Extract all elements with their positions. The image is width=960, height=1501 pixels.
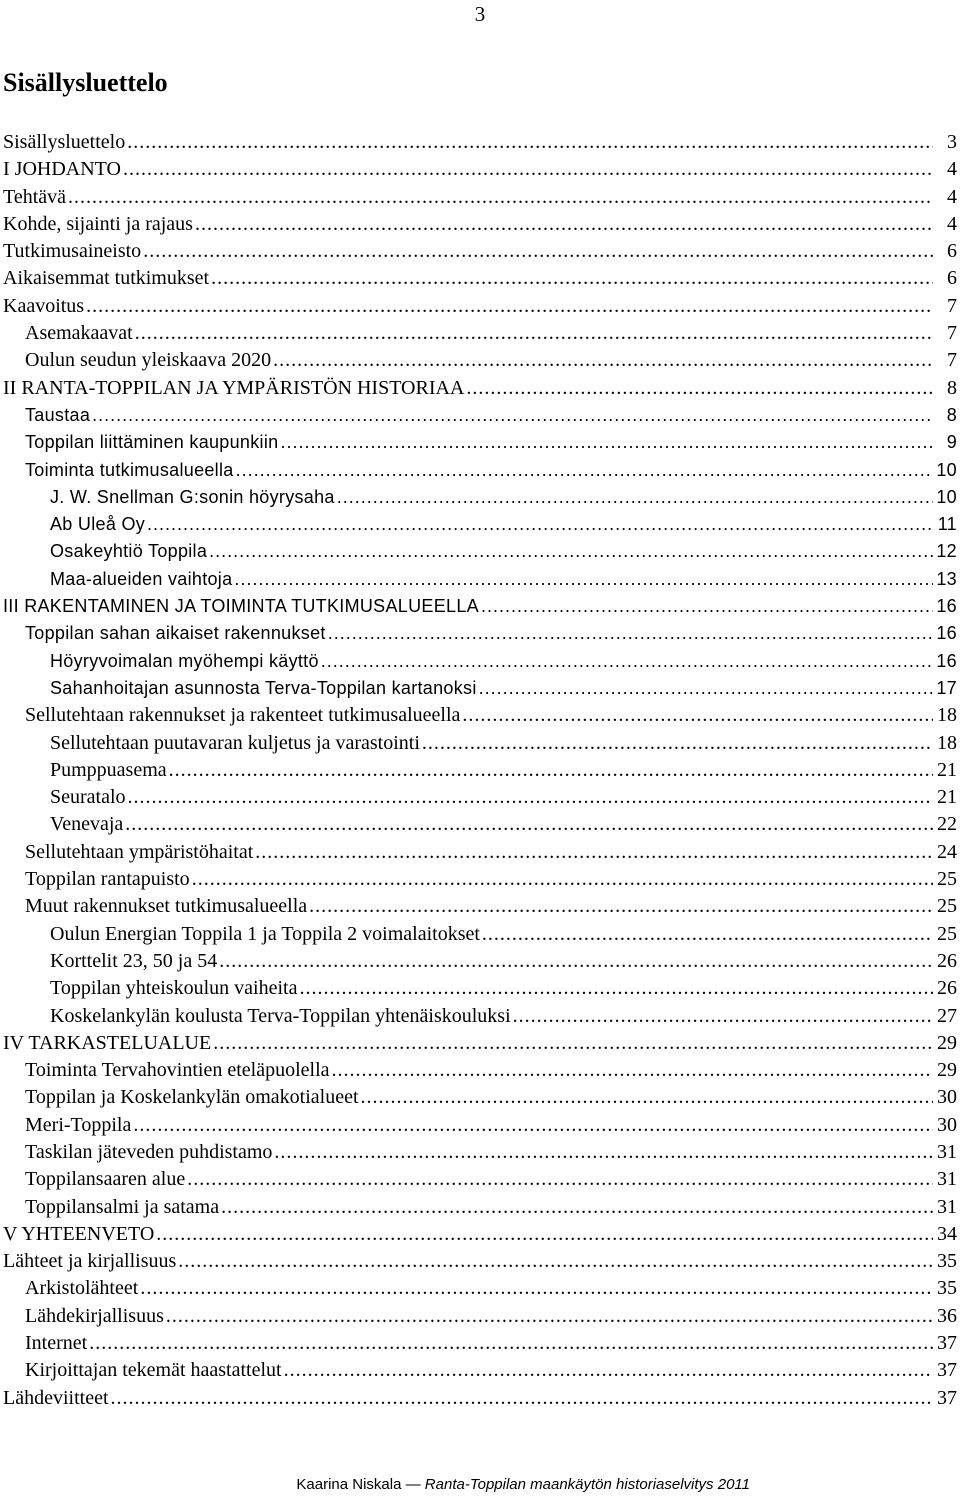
toc-entry-label: Muut rakennukset tutkimusalueella: [25, 895, 308, 918]
toc-dot-leader: [143, 238, 933, 265]
toc-entry-label: Toppilan ja Koskelankylän omakotialueet: [25, 1086, 359, 1109]
toc-entry-page-number: 9: [946, 432, 957, 453]
toc-dot-leader: [123, 156, 933, 183]
toc-dot-leader: [328, 620, 933, 647]
toc-entry-label: Tutkimusaineisto: [3, 240, 142, 263]
toc-dot-leader: [209, 538, 933, 565]
toc-entry-label: Asemakaavat: [25, 322, 133, 345]
toc-entry[interactable]: [3, 839, 957, 866]
toc-entry-label: J. W. Snellman G:sonin höyrysaha: [50, 486, 335, 507]
page-title: Sisällysluettelo: [3, 68, 168, 97]
toc-entry[interactable]: [3, 320, 957, 347]
toc-entry-label: Pumppuasema: [50, 758, 167, 781]
page-footer: [0, 1476, 960, 1493]
toc-entry-page-number: 18: [937, 704, 957, 727]
toc-dot-leader: [187, 1166, 933, 1193]
toc-dot-leader: [111, 1385, 933, 1412]
toc-entry-page-number: 37: [937, 1332, 957, 1355]
toc-entry-label: Toppilan rantapuisto: [25, 868, 190, 891]
toc-entry-page-number: 12: [936, 541, 957, 562]
toc-entry-page-number: 31: [937, 1140, 957, 1163]
toc-entry-label: Sellutehtaan puutavaran kuljetus ja varastointi: [50, 731, 420, 754]
toc-dot-leader: [68, 184, 933, 211]
toc-entry[interactable]: [3, 702, 957, 729]
toc-entry-label: Toppilan sahan aikaiset rakennukset: [25, 623, 326, 644]
toc-entry[interactable]: [3, 293, 957, 320]
toc-entry-label: Maa-alueiden vaihtoja: [50, 568, 233, 589]
toc-entry-page-number: 35: [937, 1277, 957, 1300]
toc-dot-leader: [482, 921, 933, 948]
toc-entry[interactable]: [3, 156, 957, 183]
toc-entry[interactable]: [3, 1084, 957, 1111]
toc-dot-leader: [211, 265, 933, 292]
toc-entry[interactable]: [3, 375, 957, 402]
toc-entry-label: Toppilan liittäminen kaupunkiin: [25, 432, 279, 453]
toc-entry[interactable]: [3, 784, 957, 811]
toc-entry[interactable]: [3, 1112, 957, 1139]
toc-entry[interactable]: [3, 811, 957, 838]
toc-entry[interactable]: [3, 921, 957, 948]
toc-entry-page-number: 4: [947, 212, 957, 235]
toc-dot-leader: [479, 675, 933, 702]
toc-entry-label: Toppilansalmi ja satama: [25, 1195, 220, 1218]
toc-entry[interactable]: [3, 238, 957, 265]
toc-entry-page-number: 26: [937, 977, 957, 1000]
toc-entry-label: Osakeyhtiö Toppila: [50, 541, 208, 562]
toc-entry-label: Internet: [25, 1332, 88, 1355]
toc-entry-label: Sellutehtaan rakennukset ja rakenteet tutkimusalueella: [25, 704, 461, 727]
toc-dot-leader: [361, 1084, 933, 1111]
toc-entry-label: Aikaisemmat tutkimukset: [3, 267, 210, 290]
toc-dot-leader: [133, 1112, 933, 1139]
toc-entry-label: Lähteet ja kirjallisuus: [3, 1250, 177, 1273]
toc-dot-leader: [284, 1357, 933, 1384]
toc-entry-page-number: 22: [937, 813, 957, 836]
toc-entry-page-number: 34: [937, 1222, 957, 1245]
toc-entry[interactable]: [3, 347, 957, 374]
toc-entry-label: Venevaja: [50, 813, 124, 836]
toc-entry[interactable]: [3, 1248, 957, 1275]
toc-dot-leader: [213, 1030, 933, 1057]
toc-entry-page-number: 25: [937, 868, 957, 891]
footer-separator: —: [405, 1476, 421, 1493]
page-number: 3: [474, 2, 486, 26]
footer-author: Kaarina Niskala: [296, 1476, 402, 1493]
toc-entry-page-number: 10: [936, 459, 957, 480]
toc-entry-label: I JOHDANTO: [3, 158, 121, 181]
toc-dot-leader: [166, 1303, 933, 1330]
toc-dot-leader: [299, 975, 933, 1002]
toc-entry[interactable]: [3, 948, 957, 975]
toc-dot-leader: [147, 511, 933, 538]
toc-entry-page-number: 31: [937, 1168, 957, 1191]
toc-dot-leader: [309, 893, 933, 920]
toc-entry[interactable]: [3, 648, 957, 675]
toc-entry-page-number: 27: [937, 1004, 957, 1027]
toc-entry[interactable]: [3, 1330, 957, 1357]
toc-entry[interactable]: [3, 566, 957, 593]
toc-entry-page-number: 8: [946, 404, 957, 425]
toc-entry[interactable]: [3, 1057, 957, 1084]
toc-entry-page-number: 30: [937, 1113, 957, 1136]
toc-entry-page-number: 21: [937, 786, 957, 809]
toc-entry-label: Lähdekirjallisuus: [25, 1304, 164, 1327]
toc-entry[interactable]: [3, 1003, 957, 1030]
toc-entry-label: Seuratalo: [50, 786, 126, 809]
toc-entry[interactable]: [3, 593, 957, 620]
toc-entry-label: Toppilansaaren alue: [25, 1168, 186, 1191]
toc-entry[interactable]: [3, 265, 957, 292]
toc-entry[interactable]: [3, 675, 957, 702]
footer-document-title: Ranta-Toppilan maankäytön historiaselvitys 2011: [424, 1476, 750, 1493]
toc-entry-label: Koskelankylän koulusta Terva-Toppilan yhtenäiskouluksi: [50, 1004, 511, 1027]
toc-entry-label: Lähdeviitteet: [3, 1386, 109, 1409]
toc-dot-leader: [127, 129, 933, 156]
toc-entry[interactable]: [3, 730, 957, 757]
toc-dot-leader: [125, 811, 933, 838]
toc-entry-label: Taustaa: [25, 404, 91, 425]
toc-entry-label: V YHTEENVETO: [3, 1222, 155, 1245]
toc-entry[interactable]: [3, 1221, 957, 1248]
toc-entry[interactable]: [3, 1166, 957, 1193]
toc-entry-page-number: 13: [936, 568, 957, 589]
toc-entry-page-number: 18: [937, 731, 957, 754]
toc-dot-leader: [321, 648, 933, 675]
toc-entry-page-number: 10: [936, 486, 957, 507]
toc-entry-page-number: 26: [937, 949, 957, 972]
toc-entry-page-number: 17: [936, 677, 957, 698]
toc-dot-leader: [481, 593, 933, 620]
toc-entry[interactable]: [3, 1030, 957, 1057]
toc-dot-leader: [219, 948, 933, 975]
toc-entry[interactable]: [3, 211, 957, 238]
toc-entry-page-number: 31: [937, 1195, 957, 1218]
toc-dot-leader: [422, 730, 933, 757]
toc-entry[interactable]: [3, 1357, 957, 1384]
toc-entry[interactable]: [3, 129, 957, 156]
toc-dot-leader: [466, 375, 933, 402]
toc-entry-label: II RANTA-TOPPILAN JA YMPÄRISTÖN HISTORIAA: [3, 376, 465, 399]
toc-entry-page-number: 35: [937, 1250, 957, 1273]
toc-dot-leader: [236, 457, 933, 484]
toc-dot-leader: [513, 1003, 933, 1030]
toc-dot-leader: [140, 1275, 933, 1302]
toc-entry-label: Ab Uleå Oy: [50, 514, 146, 535]
toc-entry-label: Toppilan yhteiskoulun vaiheita: [50, 977, 298, 1000]
toc-entry-page-number: 3: [947, 131, 957, 153]
toc-entry-label: Kaavoitus: [3, 294, 85, 317]
toc-dot-leader: [221, 1194, 933, 1221]
toc-entry[interactable]: [3, 457, 957, 484]
toc-entry[interactable]: [3, 975, 957, 1002]
toc-entry-label: Meri-Toppila: [25, 1113, 132, 1136]
toc-entry-page-number: 7: [947, 294, 957, 317]
toc-entry-label: Oulun seudun yleiskaava 2020: [25, 349, 272, 372]
toc-dot-leader: [156, 1221, 933, 1248]
toc-entry[interactable]: [3, 511, 957, 538]
toc-dot-leader: [234, 566, 933, 593]
toc-entry[interactable]: [3, 429, 957, 456]
toc-entry-page-number: 29: [937, 1031, 957, 1054]
toc-entry-label: Sahanhoitajan asunnosta Terva-Toppilan kartanoksi: [50, 677, 477, 698]
toc-entry-page-number: 6: [947, 240, 957, 263]
toc-entry-label: Höyryvoimalan myöhempi käyttö: [50, 650, 319, 671]
toc-dot-leader: [273, 347, 933, 374]
toc-dot-leader: [255, 839, 933, 866]
toc-dot-leader: [135, 320, 933, 347]
toc-entry[interactable]: [3, 1385, 957, 1412]
toc-entry-label: Sellutehtaan ympäristöhaitat: [25, 840, 254, 863]
toc-entry-page-number: 7: [947, 349, 957, 372]
toc-entry[interactable]: [3, 757, 957, 784]
toc-entry-page-number: 29: [937, 1059, 957, 1082]
toc-dot-leader: [280, 429, 933, 456]
toc-entry-label: III RAKENTAMINEN JA TOIMINTA TUTKIMUSALUEELLA: [3, 596, 479, 617]
toc-entry-label: Tehtävä: [3, 185, 67, 208]
toc-entry[interactable]: [3, 866, 957, 893]
table-of-contents: [3, 129, 957, 1412]
toc-entry[interactable]: [3, 620, 957, 647]
toc-dot-leader: [337, 484, 933, 511]
toc-dot-leader: [169, 757, 933, 784]
toc-dot-leader: [92, 402, 933, 429]
toc-entry[interactable]: [3, 1194, 957, 1221]
toc-entry-page-number: 37: [937, 1386, 957, 1409]
toc-entry-page-number: 21: [937, 758, 957, 781]
toc-entry-page-number: 37: [937, 1359, 957, 1382]
toc-dot-leader: [178, 1248, 933, 1275]
toc-entry-label: Toiminta tutkimusalueella: [25, 459, 234, 480]
toc-entry-page-number: 6: [947, 267, 957, 290]
toc-entry-page-number: 24: [937, 840, 957, 863]
toc-entry-page-number: 16: [936, 596, 957, 617]
toc-entry[interactable]: [3, 1303, 957, 1330]
toc-entry-page-number: 25: [937, 895, 957, 918]
toc-entry-label: Oulun Energian Toppila 1 ja Toppila 2 voimalaitokset: [50, 922, 480, 945]
toc-entry-label: Sisällysluettelo: [3, 131, 126, 153]
toc-dot-leader: [274, 1139, 933, 1166]
toc-entry[interactable]: [3, 893, 957, 920]
toc-entry[interactable]: [3, 1275, 957, 1302]
toc-dot-leader: [86, 293, 933, 320]
toc-entry-page-number: 36: [937, 1304, 957, 1327]
toc-entry-page-number: 16: [936, 650, 957, 671]
toc-entry[interactable]: [3, 1139, 957, 1166]
toc-entry-label: Arkistolähteet: [25, 1277, 139, 1300]
toc-entry-page-number: 8: [947, 376, 957, 399]
toc-entry[interactable]: [3, 184, 957, 211]
toc-dot-leader: [128, 784, 933, 811]
toc-dot-leader: [192, 866, 933, 893]
toc-dot-leader: [195, 211, 933, 238]
toc-entry-page-number: 4: [947, 185, 957, 208]
toc-entry-label: Toiminta Tervahovintien eteläpuolella: [25, 1059, 330, 1082]
toc-entry-page-number: 11: [937, 514, 957, 535]
toc-entry-page-number: 16: [936, 623, 957, 644]
toc-entry-page-number: 30: [937, 1086, 957, 1109]
toc-entry-label: Kohde, sijainti ja rajaus: [3, 212, 193, 235]
toc-entry-label: Kirjoittajan tekemät haastattelut: [25, 1359, 282, 1382]
toc-entry-page-number: 4: [947, 158, 957, 181]
toc-dot-leader: [462, 702, 933, 729]
toc-entry-page-number: 25: [937, 922, 957, 945]
toc-entry-page-number: 7: [947, 322, 957, 345]
toc-entry[interactable]: [3, 538, 957, 565]
toc-entry[interactable]: [3, 484, 957, 511]
toc-entry-label: Korttelit 23, 50 ja 54: [50, 949, 218, 972]
toc-entry-label: Taskilan jäteveden puhdistamo: [25, 1140, 273, 1163]
toc-dot-leader: [89, 1330, 933, 1357]
toc-entry-label: IV TARKASTELUALUE: [3, 1031, 212, 1054]
toc-dot-leader: [332, 1057, 933, 1084]
toc-entry[interactable]: [3, 402, 957, 429]
